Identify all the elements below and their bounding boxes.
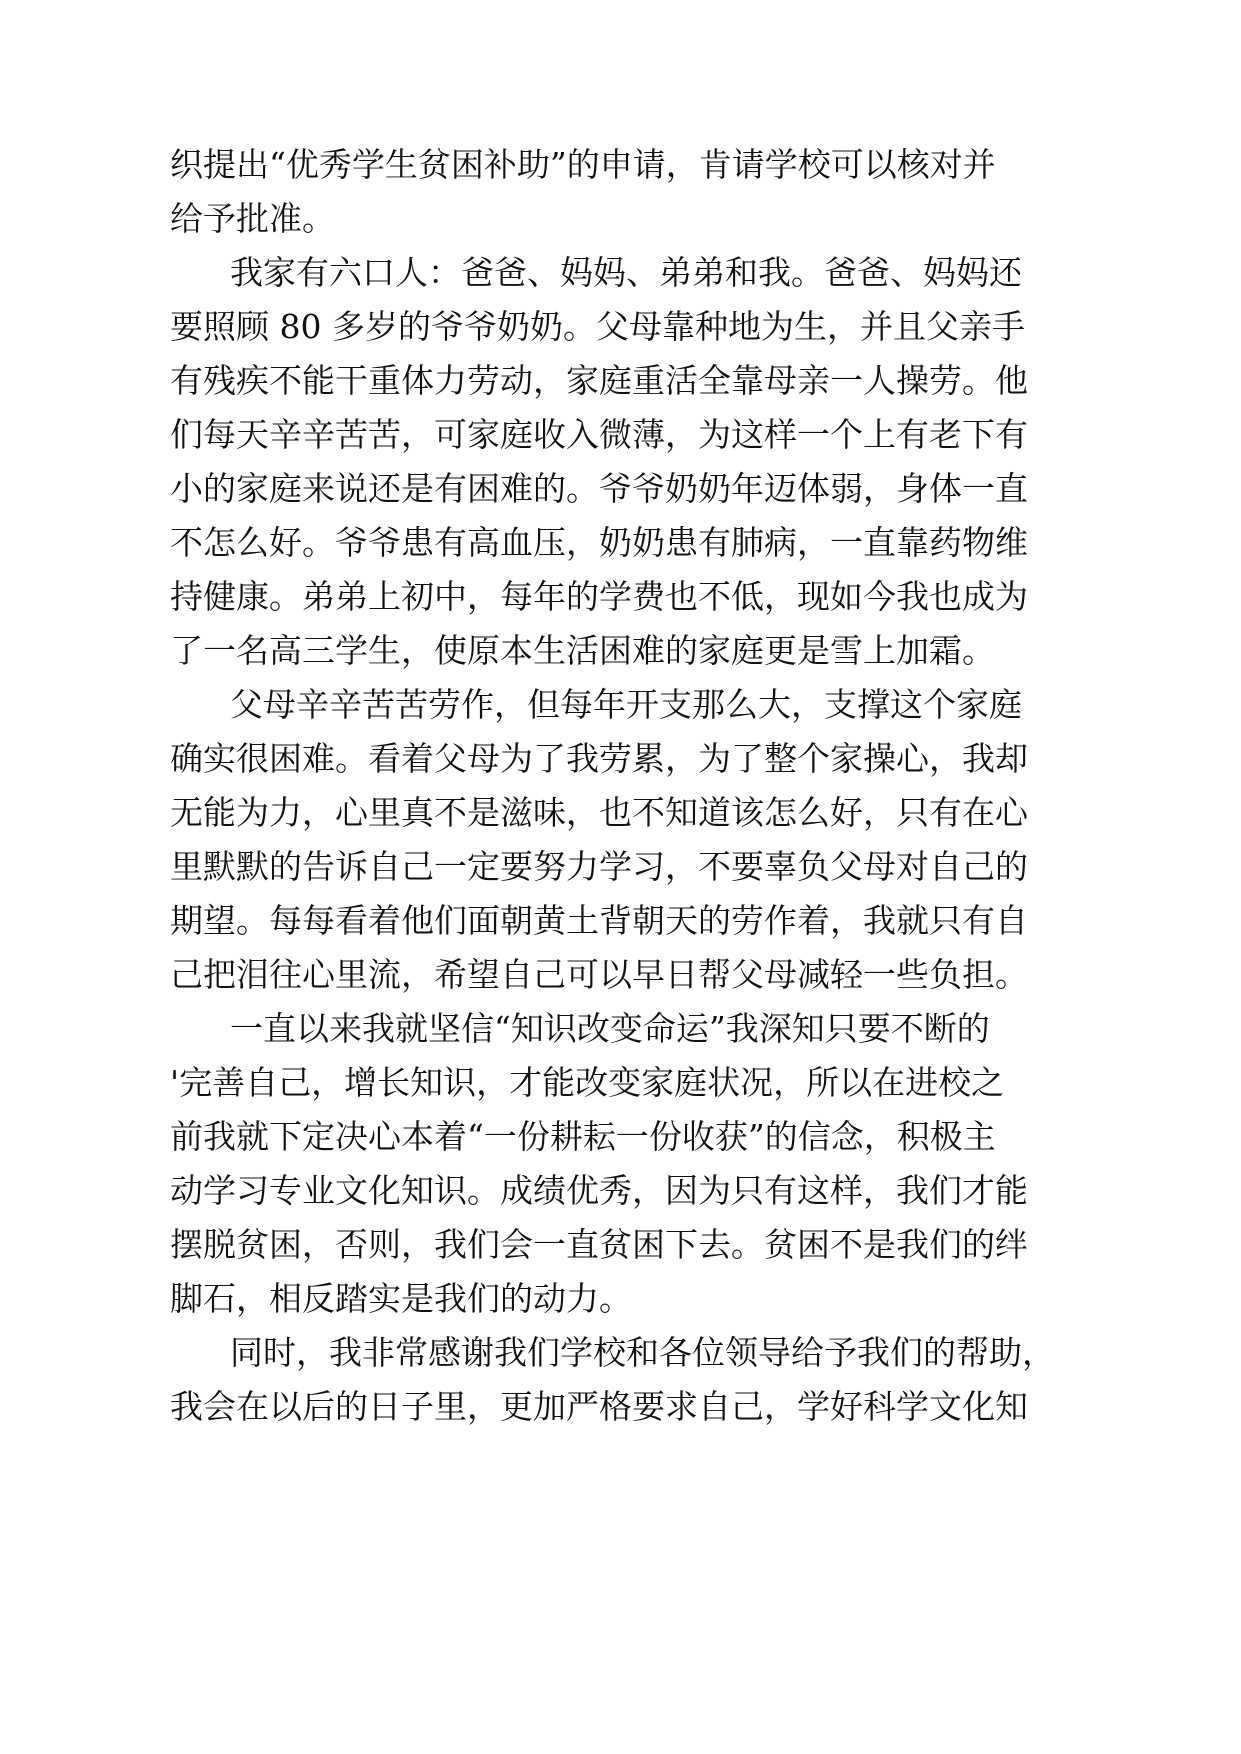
text-line-1: 织提出“优秀学生贫困补助”的申请，肯请学校可以核对并: [170, 145, 996, 184]
text-line-21: 摆脱贫困，否则，我们会一直贫困下去。贫困不是我们的绊: [170, 1225, 1028, 1264]
text-line-13: 无能为力，心里真不是滋味，也不知道该怎么好，只有在心: [170, 793, 1028, 832]
text-line-9: 持健康。弟弟上初中，每年的学费也不低，现如今我也成为: [170, 577, 1028, 616]
text-line-24: 我会在以后的日子里，更加严格要求自己，学好科学文化知: [170, 1387, 1028, 1426]
text-line-6: 们每天辛辛苦苦，可家庭收入微薄，为这样一个上有老下有: [170, 415, 1028, 454]
text-line-19: 前我就下定决心本着“一份耕耘一份收获”的信念，积极主: [170, 1117, 996, 1156]
text-line-2: 给予批准。: [170, 199, 335, 238]
text-line-23: 同时，我非常感谢我们学校和各位领导给予我们的帮助，: [230, 1333, 1055, 1372]
text-line-16: 己把泪往心里流，希望自己可以早日帮父母减轻一些负担。: [170, 955, 1028, 994]
text-line-10: 了一名高三学生，使原本生活困难的家庭更是雪上加霜。: [170, 631, 995, 670]
text-line-22: 脚石，相反踏实是我们的动力。: [170, 1279, 632, 1318]
text-line-4: 要照顾 80 多岁的爷爷奶奶。父母靠种地为生，并且父亲手: [170, 307, 1025, 346]
text-line-14: 里默默的告诉自己一定要努力学习，不要辜负父母对自己的: [170, 847, 1028, 886]
text-line-15: 期望。每每看着他们面朝黄土背朝天的劳作着，我就只有自: [170, 901, 1028, 940]
text-line-7: 小的家庭来说还是有困难的。爷爷奶奶年迈体弱，身体一直: [170, 469, 1028, 508]
text-line-12: 确实很困难。看着父母为了我劳累，为了整个家操心，我却: [170, 739, 1028, 778]
text-line-20: 动学习专业文化知识。成绩优秀，因为只有这样，我们才能: [170, 1171, 1028, 1210]
text-line-8: 不怎么好。爷爷患有高血压，奶奶患有肺病，一直靠药物维: [170, 523, 1028, 562]
text-line-11: 父母辛辛苦苦劳作，但每年开支那么大，支撑这个家庭: [230, 685, 1022, 724]
text-line-3: 我家有六口人：爸爸、妈妈、弟弟和我。爸爸、妈妈还: [230, 253, 1022, 292]
text-line-18: '完善自己，增长知识，才能改变家庭状况，所以在进校之: [170, 1063, 1005, 1102]
text-line-17: 一直以来我就坚信“知识改变命运”我深知只要不断的: [230, 1009, 990, 1048]
text-line-5: 有残疾不能干重体力劳动，家庭重活全靠母亲一人操劳。他: [170, 361, 1028, 400]
